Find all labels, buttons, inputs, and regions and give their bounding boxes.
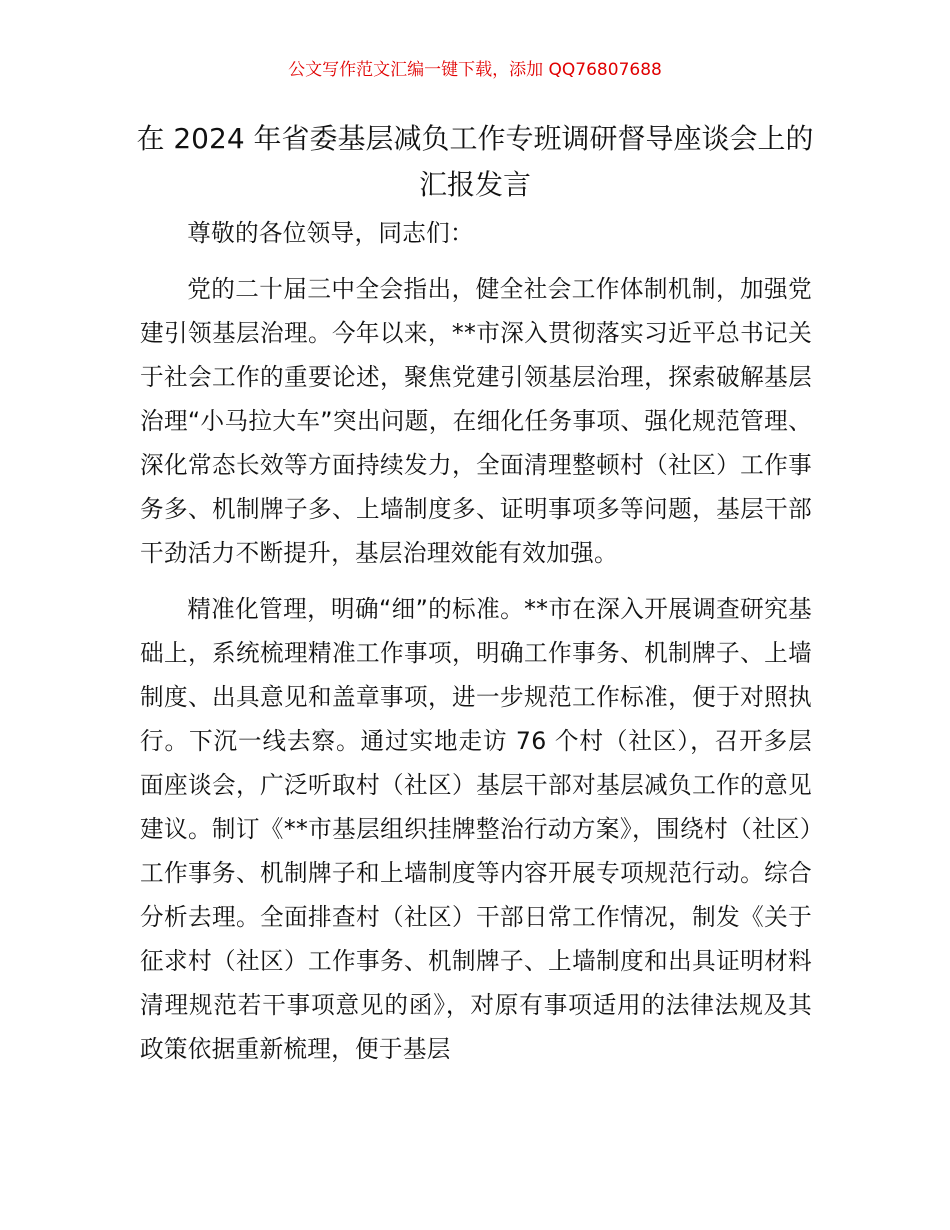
- paragraph-intro: 党的二十届三中全会指出，健全社会工作体制机制，加强党建引领基层治理。今年以来，**市深入贯彻落实习近平总书记关于社会工作的重要论述，聚焦党建引领基层治理，探索破解基层治理“小马拉大车”突出问题，在细化任务事项、强化规范管理、深化常态长效等方面持续发力，全面清理整顿村（社区）工作事务多、机制牌子多、上墙制度多、证明事项多等问题，基层干部干劲活力不断提升，基层治理效能有效加强。: [140, 275, 812, 567]
- document-body: [140, 211, 812, 1071]
- paragraph-precision-management: 精准化管理，明确“细”的标准。**市在深入开展调查研究基础上，系统梳理精准工作事项，明确工作事务、机制牌子、上墙制度、出具意见和盖章事项，进一步规范工作标准，便于对照执行。下沉一线去察。通过实地走访 76 个村（社区），召开多层面座谈会，广泛听取村（社区）基层干部对基层减负工作的意见建议。制订《**市基层组织挂牌整治行动方案》，围绕村（社区）工作事务、机制牌子和上墙制度等内容开展专项规范行动。综合分析去理。全面排查村（社区）干部日常工作情况，制发《关于征求村（社区）工作事务、机制牌子、上墙制度和出具证明材料清理规范若干事项意见的函》，对原有事项适用的法律法规及其政策依据重新梳理，便于基层: [140, 595, 812, 1063]
- document-title: 在 2024 年省委基层减负工作专班调研督导座谈会上的汇报发言: [136, 122, 814, 201]
- salutation: 尊敬的各位领导，同志们：: [187, 219, 474, 247]
- header-download-note: 公文写作范文汇编一键下载，添加 QQ76807688: [288, 60, 662, 80]
